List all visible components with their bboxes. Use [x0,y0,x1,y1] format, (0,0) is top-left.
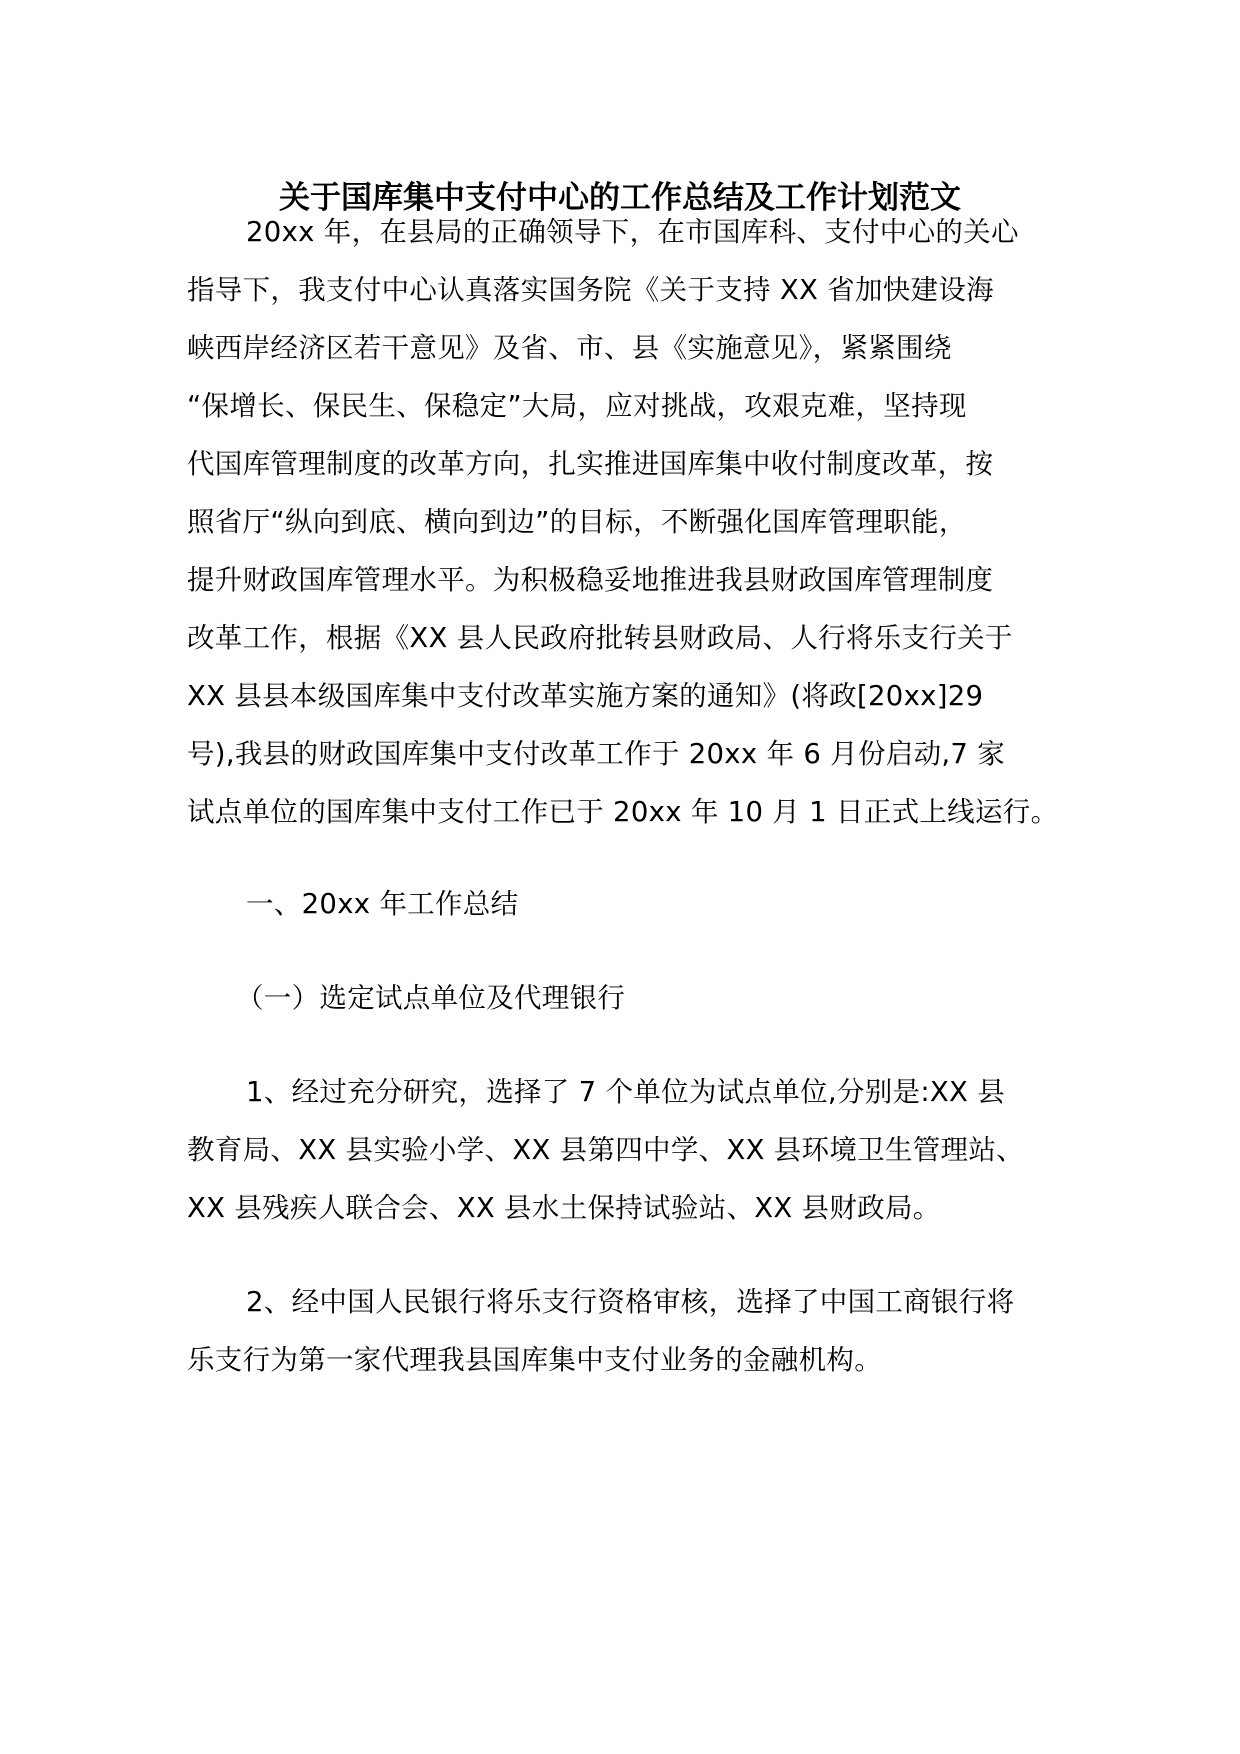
paragraph-1-line-9: XX 县县本级国库集中支付改革实施方案的通知》(将政[20xx]29 [187,680,984,712]
paragraph-1-line-3: 峡西岸经济区若干意见》及省、市、县《实施意见》，紧紧围绕 [187,332,952,364]
paragraph-1-line-2: 指导下，我支付中心认真落实国务院《关于支持 XX 省加快建设海 [187,274,994,306]
paragraph-1-line-10: 号),我县的财政国库集中支付改革工作于 20xx 年 6 月份启动,7 家 [187,738,1006,770]
section-heading-1: 一、20xx 年工作总结 [246,888,519,920]
item-1-line-1: 1、经过充分研究，选择了 7 个单位为试点单位,分别是:XX 县 [246,1076,1005,1108]
item-2-line-1: 2、经中国人民银行将乐支行资格审核，选择了中国工商银行将 [246,1286,1015,1318]
paragraph-1-line-7: 提升财政国库管理水平。为积极稳妥地推进我县财政国库管理制度 [187,564,994,596]
document-title: 关于国库集中支付中心的工作总结及工作计划范文 [279,180,961,216]
item-1-line-2: 教育局、XX 县实验小学、XX 县第四中学、XX 县环境卫生管理站、 [187,1134,1024,1166]
paragraph-1-line-8: 改革工作，根据《XX 县人民政府批转县财政局、人行将乐支行关于 [187,622,1013,654]
paragraph-1-line-5: 代国库管理制度的改革方向，扎实推进国库集中收付制度改革，按 [187,448,994,480]
item-2-line-2: 乐支行为第一家代理我县国库集中支付业务的金融机构。 [187,1344,882,1376]
paragraph-1-line-1: 20xx 年，在县局的正确领导下，在市国库科、支付中心的关心 [246,216,1019,248]
paragraph-1-line-11: 试点单位的国库集中支付工作已于 20xx 年 10 月 1 日正式上线运行。 [187,796,1059,828]
section-heading-2: （一）选定试点单位及代理银行 [236,982,626,1014]
paragraph-1-line-4: “保增长、保民生、保稳定”大局，应对挑战，攻艰克难，坚持现 [187,390,967,422]
paragraph-1-line-6: 照省厅“纵向到底、横向到边”的目标，不断强化国库管理职能， [187,506,967,538]
item-1-line-3: XX 县残疾人联合会、XX 县水土保持试验站、XX 县财政局。 [187,1192,941,1224]
